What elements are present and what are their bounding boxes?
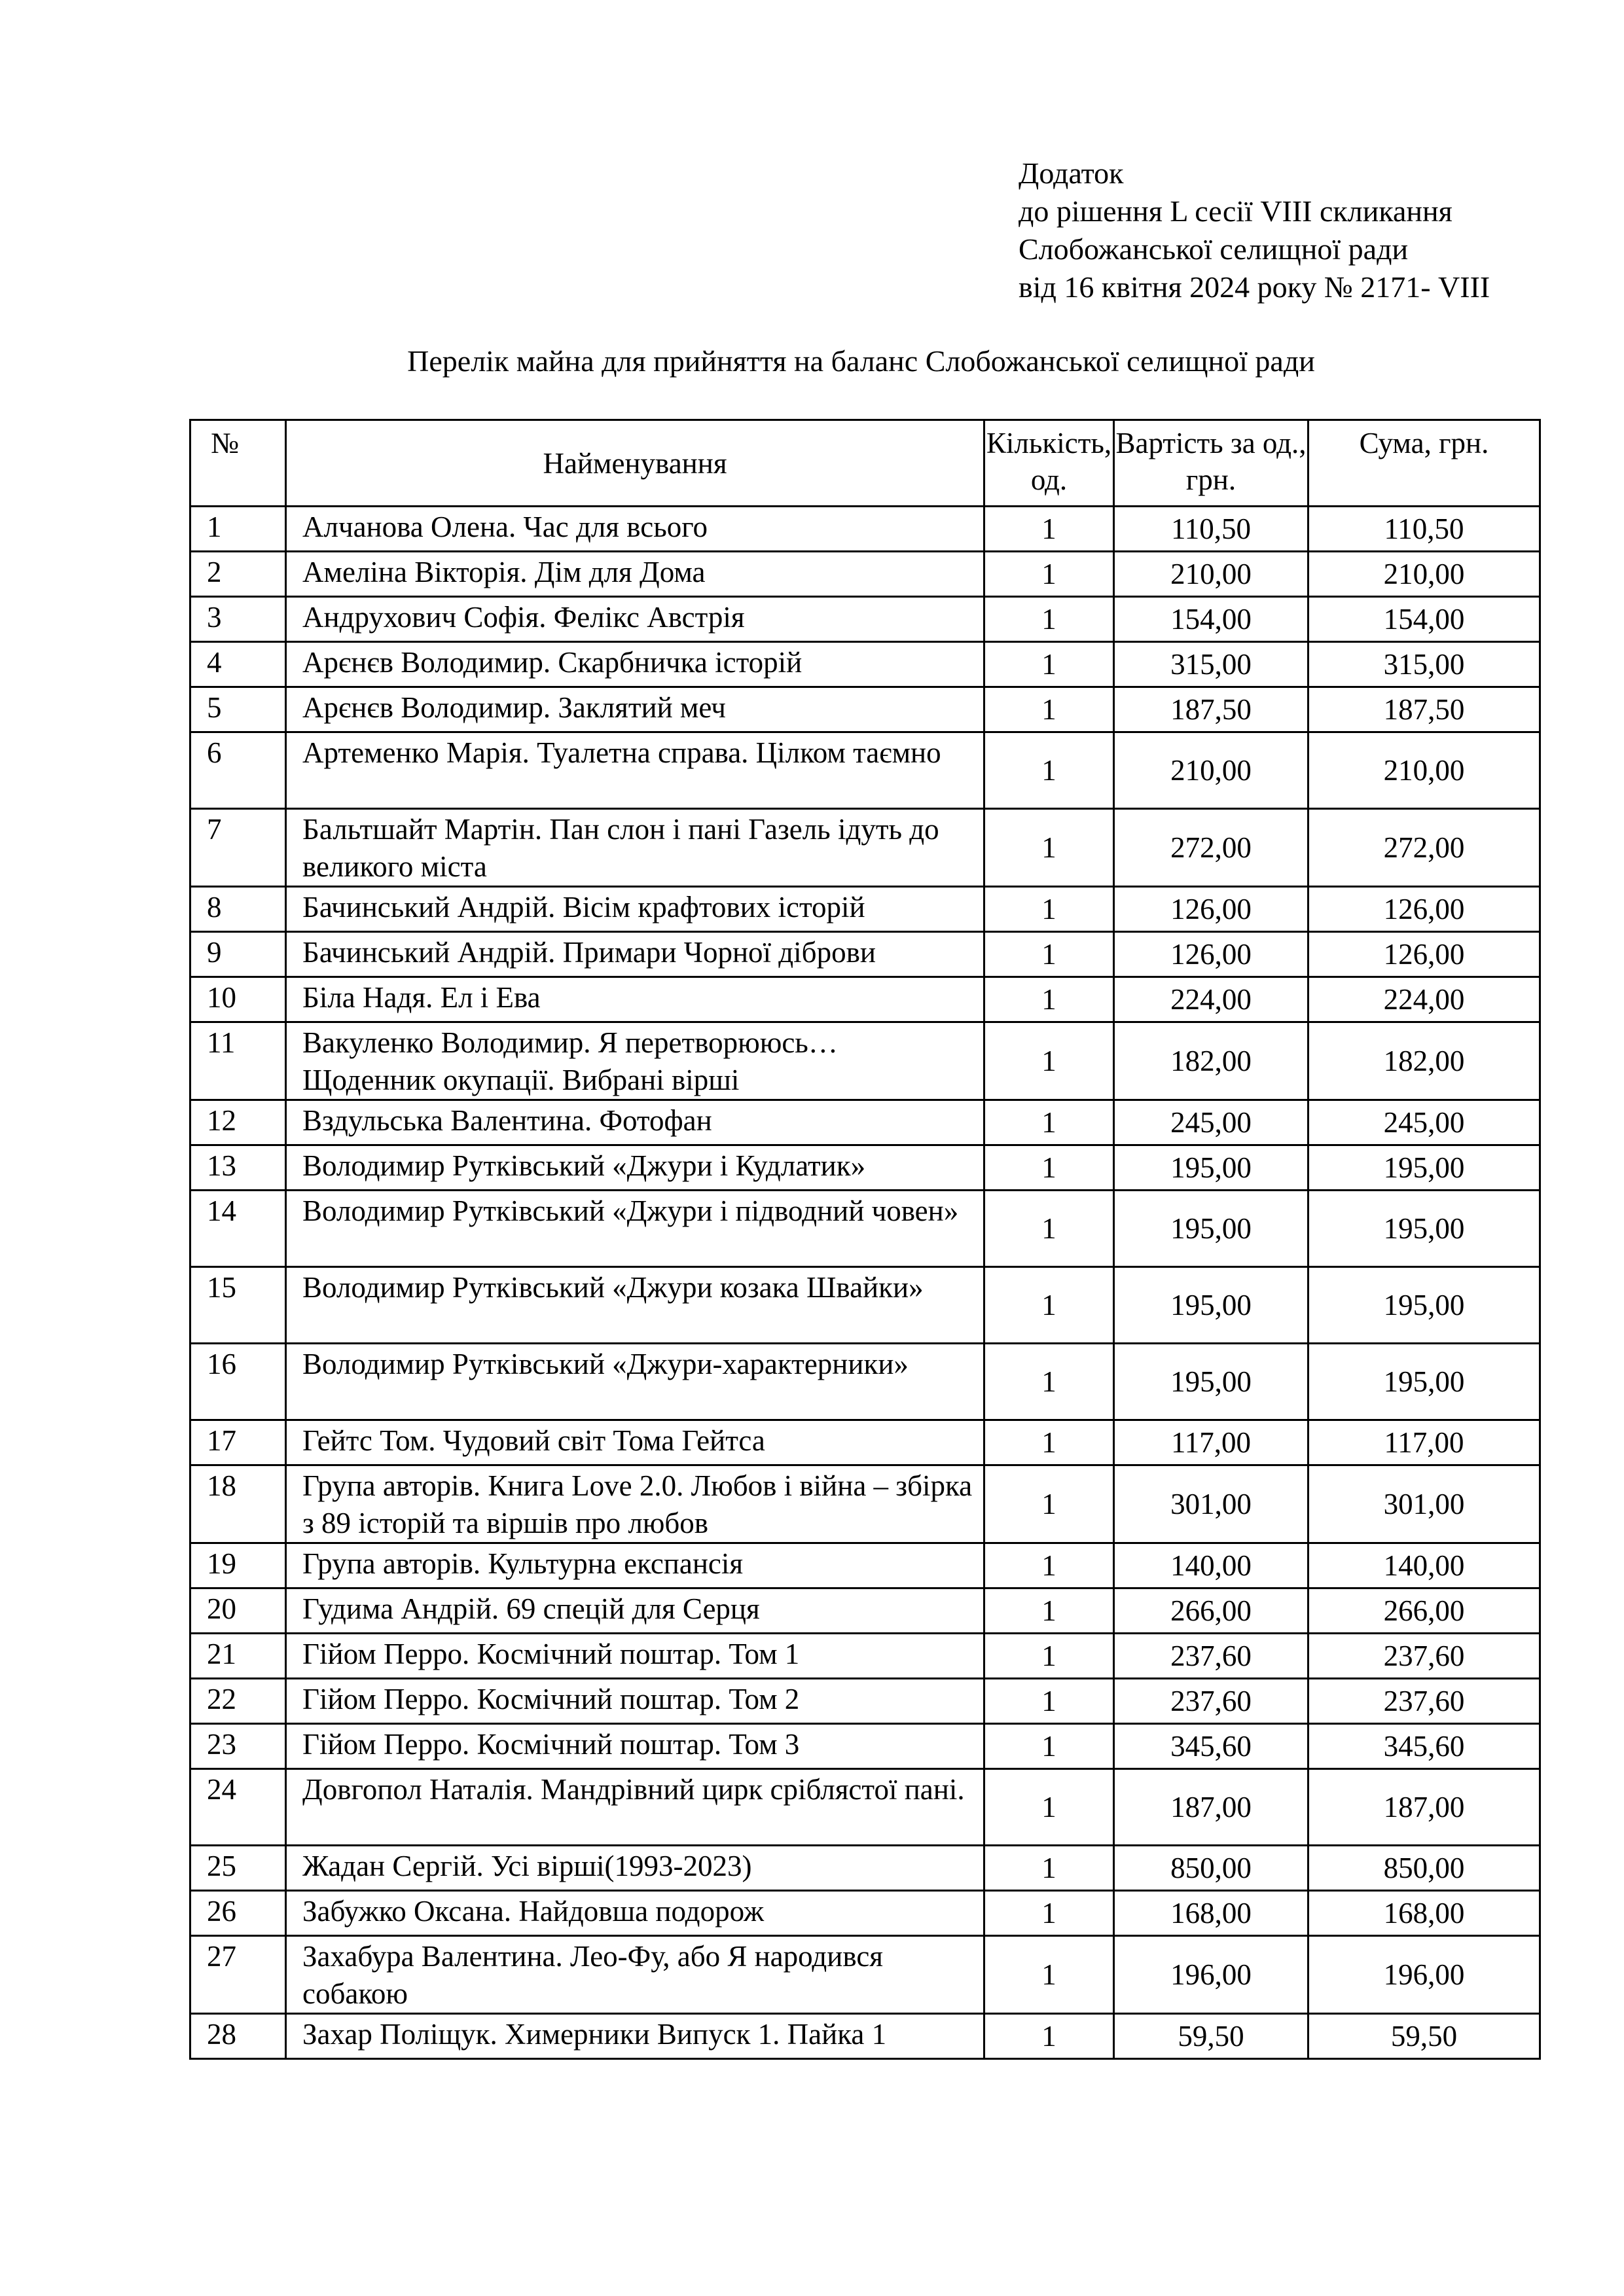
item-name: Гійом Перро. Космічний поштар. Том 3: [286, 1724, 984, 1769]
item-unit-price: 301,00: [1114, 1465, 1308, 1543]
item-name: Довгопол Наталія. Мандрівний цирк сріблястої пані.: [286, 1769, 984, 1846]
item-unit-price: 59,50: [1114, 2014, 1308, 2059]
item-unit-price: 168,00: [1114, 1891, 1308, 1936]
item-sum: 196,00: [1308, 1936, 1540, 2014]
row-number: 16: [190, 1344, 286, 1420]
item-unit-price: 850,00: [1114, 1846, 1308, 1891]
item-sum: 195,00: [1308, 1344, 1540, 1420]
item-unit-price: 266,00: [1114, 1588, 1308, 1634]
row-number: 23: [190, 1724, 286, 1769]
item-name: Гейтс Том. Чудовий світ Тома Гейтса: [286, 1420, 984, 1465]
item-name: Захар Поліщук. Химерники Випуск 1. Пайка 1: [286, 2014, 984, 2059]
addendum-date-number: від 16 квітня 2024 року № 2171- VIII: [1019, 270, 1490, 304]
item-quantity: 1: [984, 1022, 1114, 1100]
table-row: [190, 1724, 1540, 1769]
item-name: Алчанова Олена. Час для всього: [286, 507, 984, 552]
item-sum: 59,50: [1308, 2014, 1540, 2059]
item-quantity: 1: [984, 732, 1114, 809]
table-row: [190, 2014, 1540, 2059]
item-quantity: 1: [984, 1465, 1114, 1543]
item-name: Група авторів. Книга Love 2.0. Любов і війна – збірка з 89 історій та віршів про любов: [286, 1465, 984, 1543]
table-row: [190, 1634, 1540, 1679]
item-quantity: 1: [984, 1936, 1114, 2014]
item-sum: 154,00: [1308, 597, 1540, 642]
item-sum: 187,00: [1308, 1769, 1540, 1846]
row-number: 19: [190, 1543, 286, 1588]
row-number: 12: [190, 1100, 286, 1145]
item-sum: 345,60: [1308, 1724, 1540, 1769]
row-number: 24: [190, 1769, 286, 1846]
item-quantity: 1: [984, 1420, 1114, 1465]
item-sum: 210,00: [1308, 732, 1540, 809]
item-quantity: 1: [984, 1588, 1114, 1634]
item-unit-price: 126,00: [1114, 887, 1308, 932]
table-row: [190, 1465, 1540, 1543]
row-number: 26: [190, 1891, 286, 1936]
item-unit-price: 210,00: [1114, 552, 1308, 597]
item-sum: 187,50: [1308, 687, 1540, 732]
item-quantity: 1: [984, 1100, 1114, 1145]
row-number: 21: [190, 1634, 286, 1679]
item-quantity: 1: [984, 977, 1114, 1022]
table-row: [190, 1891, 1540, 1936]
addendum-decision: до рішення L сесії VIII скликання: [1019, 194, 1453, 228]
table-row: [190, 1936, 1540, 2014]
addendum-label: Додаток: [1019, 156, 1124, 190]
header-name: Найменування: [286, 420, 984, 507]
table-row: [190, 732, 1540, 809]
item-sum: 195,00: [1308, 1145, 1540, 1191]
item-quantity: 1: [984, 687, 1114, 732]
item-name: Вздульська Валентина. Фотофан: [286, 1100, 984, 1145]
item-name: Володимир Рутківський «Джури і підводний човен»: [286, 1191, 984, 1267]
item-quantity: 1: [984, 597, 1114, 642]
item-sum: 182,00: [1308, 1022, 1540, 1100]
item-sum: 272,00: [1308, 809, 1540, 887]
row-number: 10: [190, 977, 286, 1022]
item-name: Амеліна Вікторія. Дім для Дома: [286, 552, 984, 597]
addendum-header: [1019, 154, 1490, 306]
item-name: Гійом Перро. Космічний поштар. Том 1: [286, 1634, 984, 1679]
item-quantity: 1: [984, 932, 1114, 977]
item-sum: 237,60: [1308, 1634, 1540, 1679]
item-sum: 110,50: [1308, 507, 1540, 552]
row-number: 7: [190, 809, 286, 887]
header-number: №: [190, 420, 286, 507]
row-number: 27: [190, 1936, 286, 2014]
property-list-table: [189, 419, 1541, 2060]
row-number: 3: [190, 597, 286, 642]
item-quantity: 1: [984, 1769, 1114, 1846]
item-name: Гійом Перро. Космічний поштар. Том 2: [286, 1679, 984, 1724]
item-quantity: 1: [984, 1679, 1114, 1724]
table-row: [190, 1100, 1540, 1145]
item-quantity: 1: [984, 552, 1114, 597]
item-sum: 266,00: [1308, 1588, 1540, 1634]
item-sum: 126,00: [1308, 887, 1540, 932]
item-sum: 195,00: [1308, 1191, 1540, 1267]
item-name: Група авторів. Культурна експансія: [286, 1543, 984, 1588]
item-unit-price: 195,00: [1114, 1344, 1308, 1420]
row-number: 2: [190, 552, 286, 597]
item-sum: 237,60: [1308, 1679, 1540, 1724]
table-row: [190, 1420, 1540, 1465]
item-unit-price: 237,60: [1114, 1679, 1308, 1724]
item-unit-price: 154,00: [1114, 597, 1308, 642]
header-quantity: Кількість, од.: [984, 420, 1114, 507]
row-number: 20: [190, 1588, 286, 1634]
item-name: Жадан Сергій. Усі вірші(1993-2023): [286, 1846, 984, 1891]
item-name: Захабура Валентина. Лео-Фу, або Я народився собакою: [286, 1936, 984, 2014]
item-sum: 126,00: [1308, 932, 1540, 977]
table-row: [190, 597, 1540, 642]
item-quantity: 1: [984, 809, 1114, 887]
item-unit-price: 117,00: [1114, 1420, 1308, 1465]
item-name: Володимир Рутківський «Джури і Кудлатик»: [286, 1145, 984, 1191]
item-quantity: 1: [984, 1344, 1114, 1420]
table-row: [190, 552, 1540, 597]
item-quantity: 1: [984, 1543, 1114, 1588]
row-number: 11: [190, 1022, 286, 1100]
row-number: 25: [190, 1846, 286, 1891]
item-name: Біла Надя. Ел і Ева: [286, 977, 984, 1022]
item-quantity: 1: [984, 2014, 1114, 2059]
table-row: [190, 1191, 1540, 1267]
row-number: 28: [190, 2014, 286, 2059]
table-row: [190, 642, 1540, 687]
table-row: [190, 1679, 1540, 1724]
item-unit-price: 345,60: [1114, 1724, 1308, 1769]
item-quantity: 1: [984, 1267, 1114, 1344]
document-title: Перелік майна для прийняття на баланс Слобожанської селищної ради: [407, 344, 1315, 378]
item-unit-price: 110,50: [1114, 507, 1308, 552]
row-number: 9: [190, 932, 286, 977]
item-unit-price: 315,00: [1114, 642, 1308, 687]
row-number: 13: [190, 1145, 286, 1191]
item-unit-price: 196,00: [1114, 1936, 1308, 2014]
row-number: 14: [190, 1191, 286, 1267]
item-unit-price: 182,00: [1114, 1022, 1308, 1100]
table-row: [190, 1543, 1540, 1588]
item-quantity: 1: [984, 1891, 1114, 1936]
item-unit-price: 140,00: [1114, 1543, 1308, 1588]
table-row: [190, 809, 1540, 887]
item-unit-price: 210,00: [1114, 732, 1308, 809]
item-unit-price: 126,00: [1114, 932, 1308, 977]
row-number: 22: [190, 1679, 286, 1724]
item-name: Забужко Оксана. Найдовша подорож: [286, 1891, 984, 1936]
item-sum: 245,00: [1308, 1100, 1540, 1145]
row-number: 15: [190, 1267, 286, 1344]
item-quantity: 1: [984, 642, 1114, 687]
item-unit-price: 237,60: [1114, 1634, 1308, 1679]
row-number: 4: [190, 642, 286, 687]
item-quantity: 1: [984, 1724, 1114, 1769]
row-number: 17: [190, 1420, 286, 1465]
item-unit-price: 187,00: [1114, 1769, 1308, 1846]
table-row: [190, 1145, 1540, 1191]
item-name: Бачинський Андрій. Примари Чорної діброви: [286, 932, 984, 977]
item-name: Артеменко Марія. Туалетна справа. Цілком таємно: [286, 732, 984, 809]
item-unit-price: 195,00: [1114, 1267, 1308, 1344]
table-row: [190, 507, 1540, 552]
row-number: 18: [190, 1465, 286, 1543]
item-quantity: 1: [984, 507, 1114, 552]
item-unit-price: 187,50: [1114, 687, 1308, 732]
item-sum: 210,00: [1308, 552, 1540, 597]
row-number: 5: [190, 687, 286, 732]
item-sum: 301,00: [1308, 1465, 1540, 1543]
item-unit-price: 195,00: [1114, 1191, 1308, 1267]
table-row: [190, 932, 1540, 977]
item-name: Володимир Рутківський «Джури-характерники»: [286, 1344, 984, 1420]
table-header-row: [190, 420, 1540, 507]
table-row: [190, 1846, 1540, 1891]
item-name: Андрухович Софія. Фелікс Австрія: [286, 597, 984, 642]
item-sum: 117,00: [1308, 1420, 1540, 1465]
item-sum: 224,00: [1308, 977, 1540, 1022]
item-name: Вакуленко Володимир. Я перетворююсь… Щоденник окупації. Вибрані вірші: [286, 1022, 984, 1100]
header-unit-price: Вартість за од., грн.: [1114, 420, 1308, 507]
item-unit-price: 245,00: [1114, 1100, 1308, 1145]
table-row: [190, 1769, 1540, 1846]
item-unit-price: 272,00: [1114, 809, 1308, 887]
item-name: Арєнєв Володимир. Скарбничка історій: [286, 642, 984, 687]
row-number: 8: [190, 887, 286, 932]
row-number: 6: [190, 732, 286, 809]
table-row: [190, 1588, 1540, 1634]
item-unit-price: 195,00: [1114, 1145, 1308, 1191]
table-row: [190, 1022, 1540, 1100]
item-name: Гудима Андрій. 69 спецій для Серця: [286, 1588, 984, 1634]
item-quantity: 1: [984, 1191, 1114, 1267]
item-quantity: 1: [984, 887, 1114, 932]
item-sum: 195,00: [1308, 1267, 1540, 1344]
item-name: Арєнєв Володимир. Заклятий меч: [286, 687, 984, 732]
addendum-council: Слобожанської селищної ради: [1019, 232, 1409, 266]
item-sum: 168,00: [1308, 1891, 1540, 1936]
item-name: Бачинський Андрій. Вісім крафтових історій: [286, 887, 984, 932]
table-row: [190, 687, 1540, 732]
item-name: Бальтшайт Мартін. Пан слон і пані Газель ідуть до великого міста: [286, 809, 984, 887]
table-row: [190, 1267, 1540, 1344]
header-sum: Сума, грн.: [1308, 420, 1540, 507]
item-quantity: 1: [984, 1846, 1114, 1891]
table-row: [190, 977, 1540, 1022]
item-sum: 315,00: [1308, 642, 1540, 687]
item-quantity: 1: [984, 1634, 1114, 1679]
table-row: [190, 1344, 1540, 1420]
row-number: 1: [190, 507, 286, 552]
item-name: Володимир Рутківський «Джури козака Швайки»: [286, 1267, 984, 1344]
table-row: [190, 887, 1540, 932]
item-unit-price: 224,00: [1114, 977, 1308, 1022]
item-sum: 140,00: [1308, 1543, 1540, 1588]
item-quantity: 1: [984, 1145, 1114, 1191]
item-sum: 850,00: [1308, 1846, 1540, 1891]
